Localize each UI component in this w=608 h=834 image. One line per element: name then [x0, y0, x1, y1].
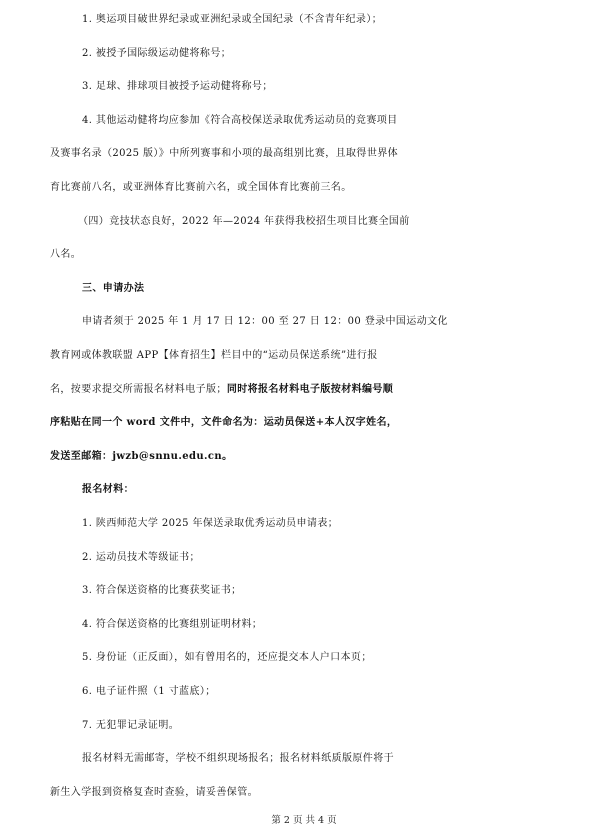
application-paragraph-line-1: 申请者须于 2025 年 1 月 17 日 12：00 至 27 日 12：00 登录中国运动文化 — [82, 316, 448, 328]
material-item-1: 1. 陕西师范大学 2025 年保送录取优秀运动员申请表； — [82, 518, 339, 529]
material-item-7: 7. 无犯罪记录证明。 — [82, 719, 180, 731]
requirement-item-4-line-1: 4. 其他运动健将均应参加《符合高校保送录取优秀运动员的竞赛项目 — [82, 114, 398, 126]
application-paragraph-line-3-bold: 同时将报名材料电子版按材料编号顺 — [226, 383, 394, 395]
requirement-item-4-line-2: 及赛事名录（2025 版）》中所列赛事和小项的最高组别比赛，且取得世界体 — [50, 148, 399, 160]
closing-note-line-1: 报名材料无需邮寄，学校不组织现场报名；报名材料纸质版原件将于 — [82, 753, 394, 765]
condition-4-line-2: 八名。 — [50, 249, 82, 261]
requirement-item-3: 3. 足球、排球项目被授予运动健将称号； — [82, 81, 273, 93]
closing-note-line-2: 新生入学报到资格复查时查验，请妥善保管。 — [50, 786, 258, 798]
requirement-item-4-line-3: 育比赛前八名，或亚洲体育比赛前六名，或全国体育比赛前三名。 — [50, 182, 352, 193]
condition-4-line-1: （四）竞技状态良好，2022 年—2024 年获得我校招生项目比赛全国前 — [78, 215, 410, 227]
application-paragraph-line-4: 序粘贴在同一个 word 文件中，文件命名为：运动员保送+本人汉字姓名， — [50, 417, 398, 429]
page-number-footer: 第 2 页 共 4 页 — [271, 815, 337, 826]
application-paragraph-line-2: 教育网或体教联盟 APP【体育招生】栏目中的“运动员保送系统”进行报 — [50, 350, 378, 361]
material-item-2: 2. 运动员技术等级证书； — [82, 551, 200, 563]
materials-heading: 报名材料： — [82, 484, 134, 496]
material-item-4: 4. 符合保送资格的比赛组别证明材料； — [82, 618, 263, 630]
requirement-item-2: 2. 被授予国际级运动健将称号； — [82, 47, 232, 59]
material-item-6: 6. 电子证件照（1 寸蓝底）； — [82, 686, 216, 697]
application-paragraph-line-3 — [50, 380, 608, 400]
material-item-3: 3. 符合保送资格的比赛获奖证书； — [82, 585, 242, 597]
material-item-5: 5. 身份证（正反面），如有曾用名的，还应提交本人户口本页； — [82, 652, 372, 664]
application-paragraph-line-3-normal: 名，按要求提交所需报名材料电子版； — [50, 383, 227, 395]
requirement-item-1: 1. 奥运项目破世界纪录或亚洲纪录或全国纪录（不含青年纪录）； — [82, 14, 383, 25]
section-heading-application: 三、申请办法 — [82, 282, 145, 294]
application-paragraph-line-5: 发送至邮箱：jwzb@snnu.edu.cn。 — [50, 450, 233, 462]
